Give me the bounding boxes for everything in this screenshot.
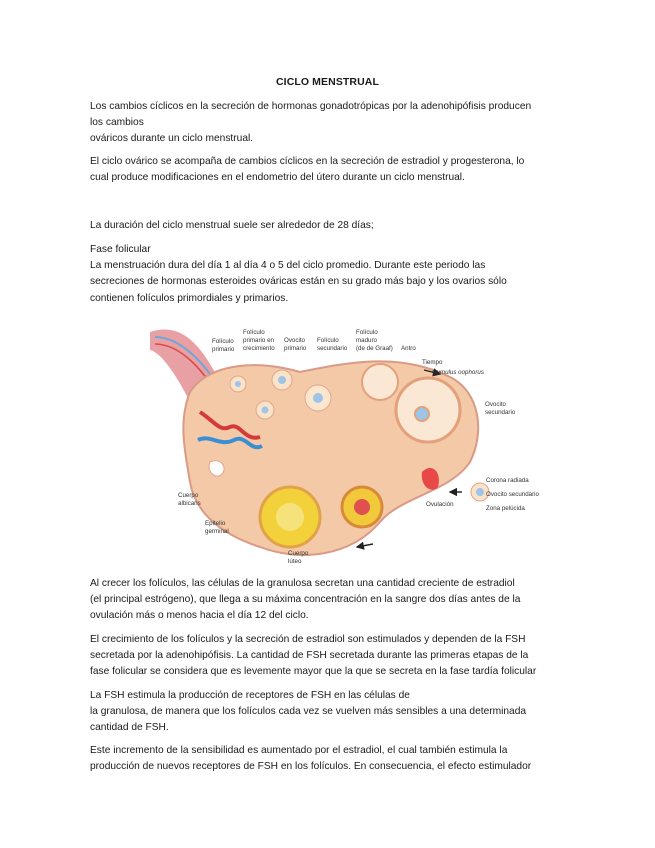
paragraph-intro	[90, 99, 570, 148]
label-primary-oocyte: Ovocito primario	[284, 337, 307, 352]
text-line: Este incremento de la sensibilidad es aumentado por el estradiol, el cual también estimula la	[90, 745, 508, 756]
text-line: cual produce modificaciones en el endometrio del útero durante un ciclo menstrual.	[90, 172, 465, 184]
text-line: la granulosa, de manera que los folículos cada vez se vuelven más sensibles a una determinada	[90, 706, 527, 718]
label-secondary-oocyte: Ovocito secundario	[486, 491, 539, 498]
text-line: La duración del ciclo menstrual suele ser alrededor de 28 días;	[90, 220, 374, 231]
oocyte	[262, 407, 269, 414]
label-corpus-albicans: Cuerpo albicans	[178, 492, 201, 507]
cycle-arrow	[357, 544, 373, 547]
label-primary-follicle: Folículo primario	[212, 338, 235, 353]
label-antrum: Antro	[401, 345, 416, 352]
corpus-luteum-center	[276, 503, 304, 531]
oocyte	[476, 488, 484, 496]
oocyte	[235, 381, 241, 387]
text-line: los cambios	[90, 117, 144, 129]
label-germinal-epithelium: Epitelio germinal	[205, 520, 229, 535]
label-cumulus: Cumulus oophorus	[432, 369, 484, 376]
label-zona-pellucida: Zona pelúcida	[486, 505, 525, 512]
text-line: producción de nuevos receptores de FSH en los folículos. En consecuencia, el efecto estimulador	[90, 761, 532, 773]
paragraph-duration	[90, 218, 570, 234]
text-line: cantidad de FSH.	[90, 722, 169, 734]
label-secondary-follicle: Folículo secundario	[317, 337, 348, 352]
text-line: Al crecer los folículos, las células de la granulosa secretan una cantidad creciente de estradiol	[90, 578, 515, 589]
text-line: El crecimiento de los folículos y la secreción de estradiol son estimulados y dependen de la FSH	[90, 634, 526, 645]
text-line: secretada por la adenohipófisis. La cantidad de FSH secretada durante las primeras etapas de la	[90, 650, 529, 662]
text-line: La menstruación dura del día 1 al día 4 o 5 del ciclo promedio. Durante este periodo las	[90, 260, 486, 272]
section-heading: Fase folicular	[90, 244, 151, 255]
corpus-albicans	[209, 461, 224, 476]
label-secondary-oocyte-right: Ovocito secundario	[485, 401, 516, 416]
label-growing-follicle: Folículo primario en crecimiento	[243, 329, 275, 352]
paragraph-estradiol	[90, 576, 570, 625]
paragraph-follicular-phase	[90, 242, 570, 307]
paragraph-fsh-growth	[90, 632, 570, 681]
text-line: contienen folículos primordiales y primarios.	[90, 292, 289, 304]
label-time: Tiempo	[422, 359, 443, 366]
text-line: ováricos durante un ciclo menstrual.	[90, 133, 254, 145]
text-line: Los cambios cíclicos en la secreción de hormonas gonadotrópicas por la adenohipófisis producen	[90, 101, 532, 112]
document-title: CICLO MENSTRUAL	[276, 76, 379, 88]
text-line: (el principal estrógeno), que llega a su máxima concentración en la sangre dos días antes de la	[90, 594, 521, 606]
mature-follicle-small	[362, 364, 398, 400]
text-line: El ciclo ovárico se acompaña de cambios cíclicos en la secreción de estradiol y progesterona, lo	[90, 156, 525, 167]
oocyte	[278, 376, 286, 384]
text-line: fase folicular se considera que es levemente mayor que la que se secreta en la fase tardía folicular	[90, 666, 537, 678]
text-line: secreciones de hormonas esteroides ováricas están en su grado más bajo y los ovarios sólo	[90, 276, 507, 288]
label-ovulation: Ovulación	[426, 501, 454, 508]
paragraph-sensitivity	[90, 743, 570, 775]
text-line: ovulación más o menos hacia el día 12 del ciclo.	[90, 610, 309, 622]
paragraph-fsh-receptors	[90, 688, 570, 737]
label-corona-radiata: Corona radiada	[486, 477, 529, 484]
text-line: La FSH estimula la producción de receptores de FSH en las células de	[90, 690, 410, 701]
forming-corpus-center	[354, 499, 370, 515]
paragraph-ovarian-cycle	[90, 154, 570, 186]
ovary-illustration	[150, 322, 539, 572]
label-mature-follicle: Folículo maduro (de de Graaf)	[356, 329, 393, 352]
secondary-oocyte	[415, 407, 429, 421]
label-corpus-luteum: Cuerpo lúteo	[288, 550, 309, 565]
oocyte	[313, 393, 323, 403]
